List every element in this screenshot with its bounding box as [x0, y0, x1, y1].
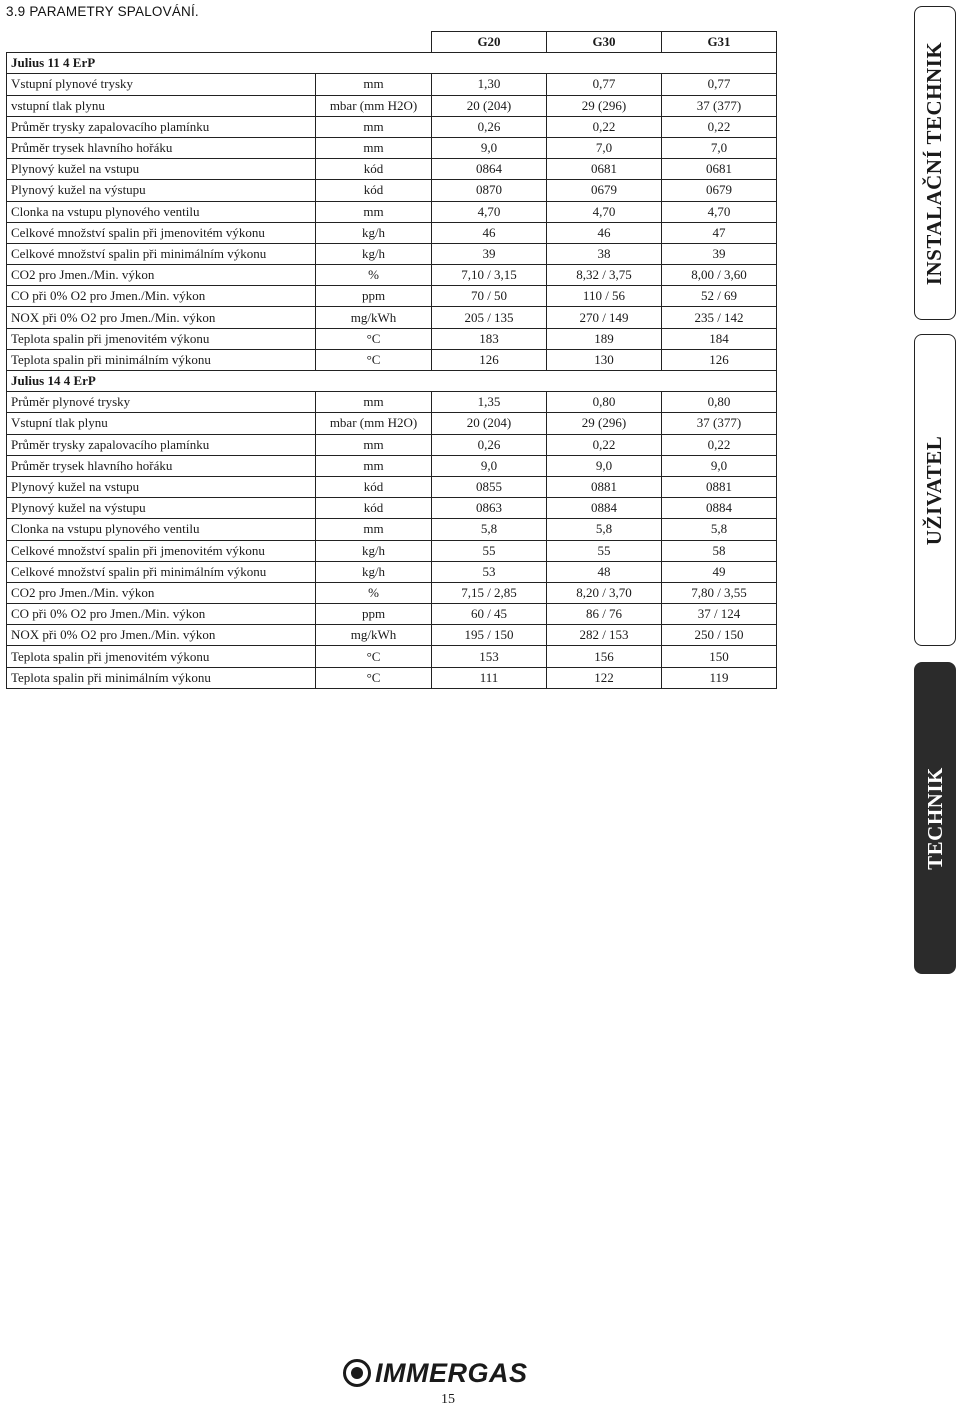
value-g31: 0881	[662, 476, 777, 497]
table-row	[7, 201, 777, 222]
table-body	[7, 53, 777, 689]
parameter-unit: kg/h	[316, 222, 432, 243]
table-row	[7, 159, 777, 180]
value-g20: 53	[432, 561, 547, 582]
model-name: Julius 14 4 ErP	[7, 371, 777, 392]
parameter-name: Průměr trysky zapalovacího plamínku	[7, 116, 316, 137]
value-g20: 39	[432, 243, 547, 264]
parameter-name: Teplota spalin při minimálním výkonu	[7, 667, 316, 688]
value-g31: 7,0	[662, 137, 777, 158]
table-row	[7, 243, 777, 264]
value-g31: 250 / 150	[662, 625, 777, 646]
table-row	[7, 604, 777, 625]
value-g31: 0,22	[662, 434, 777, 455]
value-g20: 7,10 / 3,15	[432, 265, 547, 286]
parameter-name: Plynový kužel na výstupu	[7, 180, 316, 201]
parameter-name: CO2 pro Jmen./Min. výkon	[7, 582, 316, 603]
value-g30: 4,70	[547, 201, 662, 222]
value-g20: 7,15 / 2,85	[432, 582, 547, 603]
table-row	[7, 582, 777, 603]
table-row	[7, 328, 777, 349]
value-g31: 58	[662, 540, 777, 561]
parameter-unit: °C	[316, 667, 432, 688]
table-row	[7, 74, 777, 95]
value-g30: 0,22	[547, 434, 662, 455]
parameter-unit: kód	[316, 159, 432, 180]
page-number: 15	[441, 1392, 455, 1407]
side-tab-uzivatel[interactable]	[914, 334, 956, 646]
value-g30: 0,22	[547, 116, 662, 137]
parameter-unit: kg/h	[316, 561, 432, 582]
value-g31: 47	[662, 222, 777, 243]
table-row	[7, 625, 777, 646]
value-g20: 205 / 135	[432, 307, 547, 328]
parameter-name: Plynový kužel na výstupu	[7, 498, 316, 519]
parameter-name: Vstupní tlak plynu	[7, 413, 316, 434]
table-row	[7, 455, 777, 476]
value-g31: 5,8	[662, 519, 777, 540]
table-row	[7, 116, 777, 137]
value-g20: 195 / 150	[432, 625, 547, 646]
value-g31: 39	[662, 243, 777, 264]
value-g20: 46	[432, 222, 547, 243]
value-g30: 130	[547, 349, 662, 370]
value-g31: 0681	[662, 159, 777, 180]
value-g20: 0870	[432, 180, 547, 201]
model-row	[7, 371, 777, 392]
value-g31: 4,70	[662, 201, 777, 222]
parameter-name: Průměr trysek hlavního hořáku	[7, 137, 316, 158]
value-g30: 9,0	[547, 455, 662, 476]
parameter-unit: kg/h	[316, 243, 432, 264]
parameter-name: Celkové množství spalin při jmenovitém výkonu	[7, 540, 316, 561]
side-tab-technik[interactable]	[914, 662, 956, 974]
value-g20: 126	[432, 349, 547, 370]
table-row	[7, 265, 777, 286]
value-g30: 0884	[547, 498, 662, 519]
value-g20: 183	[432, 328, 547, 349]
value-g31: 0,22	[662, 116, 777, 137]
value-g31: 0884	[662, 498, 777, 519]
parameter-unit: mm	[316, 137, 432, 158]
side-tab-label: UŽIVATEL	[922, 435, 947, 545]
parameter-name: Teplota spalin při jmenovitém výkonu	[7, 328, 316, 349]
value-g30: 0681	[547, 159, 662, 180]
value-g30: 8,32 / 3,75	[547, 265, 662, 286]
value-g31: 9,0	[662, 455, 777, 476]
side-tab-label: TECHNIK	[922, 766, 947, 870]
parameter-name: Clonka na vstupu plynového ventilu	[7, 201, 316, 222]
header-g31: G31	[662, 32, 777, 53]
value-g30: 0679	[547, 180, 662, 201]
value-g30: 46	[547, 222, 662, 243]
parameter-name: Celkové množství spalin při minimálním výkonu	[7, 243, 316, 264]
parameter-name: Clonka na vstupu plynového ventilu	[7, 519, 316, 540]
parameter-name: Průměr trysek hlavního hořáku	[7, 455, 316, 476]
value-g20: 20 (204)	[432, 95, 547, 116]
section-title: 3.9 PARAMETRY SPALOVÁNÍ.	[6, 4, 199, 19]
parameter-unit: mm	[316, 392, 432, 413]
parameter-unit: mm	[316, 434, 432, 455]
value-g31: 49	[662, 561, 777, 582]
value-g20: 153	[432, 646, 547, 667]
value-g31: 119	[662, 667, 777, 688]
value-g30: 38	[547, 243, 662, 264]
parameter-unit: ppm	[316, 286, 432, 307]
side-tab-instalacni-technik[interactable]	[914, 6, 956, 320]
parameter-name: CO2 pro Jmen./Min. výkon	[7, 265, 316, 286]
value-g30: 0881	[547, 476, 662, 497]
value-g20: 0855	[432, 476, 547, 497]
value-g20: 0864	[432, 159, 547, 180]
parameter-unit: mm	[316, 201, 432, 222]
parameter-unit: kód	[316, 180, 432, 201]
side-tab-label: INSTALAČNÍ TECHNIK	[922, 41, 947, 285]
parameter-unit: mbar (mm H2O)	[316, 413, 432, 434]
value-g31: 0,77	[662, 74, 777, 95]
parameter-unit: kód	[316, 476, 432, 497]
table-row	[7, 476, 777, 497]
table-row	[7, 498, 777, 519]
combustion-parameters-table	[6, 31, 777, 689]
value-g31: 235 / 142	[662, 307, 777, 328]
header-blank-cell	[7, 32, 432, 53]
value-g30: 156	[547, 646, 662, 667]
value-g30: 110 / 56	[547, 286, 662, 307]
value-g20: 9,0	[432, 455, 547, 476]
header-g30: G30	[547, 32, 662, 53]
value-g31: 184	[662, 328, 777, 349]
table-row	[7, 392, 777, 413]
parameter-name: Teplota spalin při jmenovitém výkonu	[7, 646, 316, 667]
model-row	[7, 53, 777, 74]
value-g30: 8,20 / 3,70	[547, 582, 662, 603]
table-row	[7, 349, 777, 370]
value-g31: 126	[662, 349, 777, 370]
parameter-name: Teplota spalin při minimálním výkonu	[7, 349, 316, 370]
parameter-unit: °C	[316, 328, 432, 349]
value-g31: 150	[662, 646, 777, 667]
parameter-name: Plynový kužel na vstupu	[7, 476, 316, 497]
table-row	[7, 413, 777, 434]
value-g31: 37 (377)	[662, 95, 777, 116]
value-g30: 0,77	[547, 74, 662, 95]
parameter-name: CO při 0% O2 pro Jmen./Min. výkon	[7, 604, 316, 625]
value-g20: 20 (204)	[432, 413, 547, 434]
value-g30: 122	[547, 667, 662, 688]
parameter-name: Průměr plynové trysky	[7, 392, 316, 413]
header-g20: G20	[432, 32, 547, 53]
table-row	[7, 434, 777, 455]
parameter-name: Průměr trysky zapalovacího plamínku	[7, 434, 316, 455]
value-g20: 60 / 45	[432, 604, 547, 625]
parameter-name: Vstupní plynové trysky	[7, 74, 316, 95]
value-g20: 0,26	[432, 116, 547, 137]
table-row	[7, 180, 777, 201]
parameter-name: Celkové množství spalin při jmenovitém výkonu	[7, 222, 316, 243]
value-g31: 52 / 69	[662, 286, 777, 307]
value-g30: 189	[547, 328, 662, 349]
table-row	[7, 646, 777, 667]
table-row	[7, 307, 777, 328]
table-row	[7, 540, 777, 561]
parameter-unit: kg/h	[316, 540, 432, 561]
value-g20: 55	[432, 540, 547, 561]
parameter-name: NOX při 0% O2 pro Jmen./Min. výkon	[7, 307, 316, 328]
value-g31: 37 / 124	[662, 604, 777, 625]
parameter-unit: kód	[316, 498, 432, 519]
value-g20: 1,30	[432, 74, 547, 95]
value-g30: 48	[547, 561, 662, 582]
value-g30: 29 (296)	[547, 95, 662, 116]
table-row	[7, 519, 777, 540]
value-g20: 4,70	[432, 201, 547, 222]
value-g31: 0,80	[662, 392, 777, 413]
model-name: Julius 11 4 ErP	[7, 53, 777, 74]
parameter-unit: mm	[316, 74, 432, 95]
parameter-unit: °C	[316, 646, 432, 667]
value-g30: 55	[547, 540, 662, 561]
table-header-row	[7, 32, 777, 53]
parameter-unit: °C	[316, 349, 432, 370]
value-g30: 282 / 153	[547, 625, 662, 646]
parameter-name: CO při 0% O2 pro Jmen./Min. výkon	[7, 286, 316, 307]
immergas-logo-text: IMMERGAS	[375, 1357, 528, 1388]
table-row	[7, 561, 777, 582]
value-g30: 29 (296)	[547, 413, 662, 434]
value-g20: 1,35	[432, 392, 547, 413]
parameter-unit: ppm	[316, 604, 432, 625]
parameter-unit: mm	[316, 519, 432, 540]
table-row	[7, 667, 777, 688]
value-g31: 8,00 / 3,60	[662, 265, 777, 286]
table-row	[7, 95, 777, 116]
parameter-name: vstupní tlak plynu	[7, 95, 316, 116]
immergas-logo	[343, 1357, 555, 1389]
parameter-unit: mbar (mm H2O)	[316, 95, 432, 116]
value-g20: 5,8	[432, 519, 547, 540]
value-g20: 70 / 50	[432, 286, 547, 307]
immergas-logo-mark-icon	[343, 1359, 371, 1387]
parameter-unit: %	[316, 265, 432, 286]
parameter-unit: mm	[316, 116, 432, 137]
value-g31: 7,80 / 3,55	[662, 582, 777, 603]
parameter-unit: mg/kWh	[316, 625, 432, 646]
parameter-name: Plynový kužel na vstupu	[7, 159, 316, 180]
value-g30: 86 / 76	[547, 604, 662, 625]
value-g30: 0,80	[547, 392, 662, 413]
value-g31: 0679	[662, 180, 777, 201]
value-g30: 5,8	[547, 519, 662, 540]
table-row	[7, 222, 777, 243]
value-g20: 0863	[432, 498, 547, 519]
table-row	[7, 286, 777, 307]
value-g30: 7,0	[547, 137, 662, 158]
value-g20: 9,0	[432, 137, 547, 158]
parameter-unit: mg/kWh	[316, 307, 432, 328]
value-g20: 111	[432, 667, 547, 688]
value-g30: 270 / 149	[547, 307, 662, 328]
parameter-unit: %	[316, 582, 432, 603]
value-g31: 37 (377)	[662, 413, 777, 434]
table-row	[7, 137, 777, 158]
parameter-unit: mm	[316, 455, 432, 476]
value-g20: 0,26	[432, 434, 547, 455]
parameter-name: Celkové množství spalin při minimálním výkonu	[7, 561, 316, 582]
parameter-name: NOX při 0% O2 pro Jmen./Min. výkon	[7, 625, 316, 646]
